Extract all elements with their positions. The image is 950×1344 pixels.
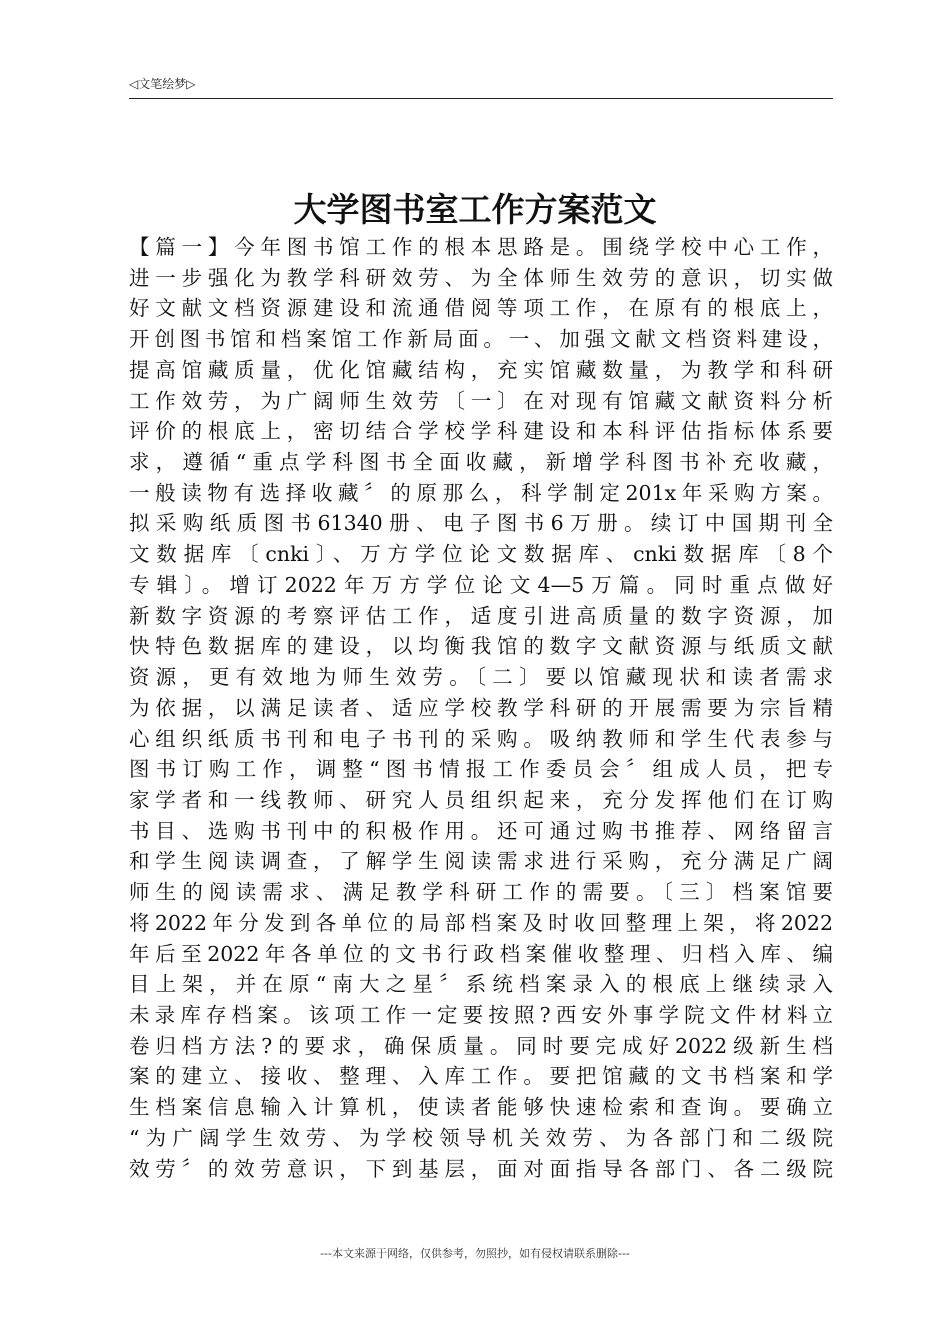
body-line: 生档案信息输入计算机，使读者能够快速检索和查询。要确立 bbox=[129, 1095, 833, 1120]
body-line: 心组织纸质书刊和电子书刊的采购。吸纳教师和学生代表参与 bbox=[129, 726, 833, 751]
document-title: 大学图书室工作方案范文 bbox=[293, 190, 657, 229]
body-line: 一般读物有选择收藏〞的原那么，科学制定201x年采购方案。 bbox=[129, 480, 833, 505]
body-line: 快特色数据库的建设，以均衡我馆的数字文献资源与纸质文献 bbox=[129, 634, 833, 659]
body-line: 专辑〕。增订2022年万方学位论文4—5万篇。同时重点做好 bbox=[129, 572, 833, 597]
body-line: 求，遵循“重点学科图书全面收藏，新增学科图书补充收藏， bbox=[129, 450, 833, 475]
body-line: 资源，更有效地为师生效劳。〔二〕要以馆藏现状和读者需求 bbox=[129, 665, 833, 690]
header-mark: ◁文笔绘梦▷ bbox=[129, 77, 196, 91]
page-footer bbox=[0, 1246, 950, 1262]
body-line: 目上架，并在原“南大之星〞系统档案录入的根底上继续录入 bbox=[129, 972, 833, 997]
footer-notice: ---本文来源于网络，仅供参考，勿照抄，如有侵权请联系删除--- bbox=[320, 1247, 630, 1260]
page-header bbox=[129, 74, 833, 99]
body-line: 【篇一】今年图书馆工作的根本思路是。围绕学校中心工作， bbox=[129, 235, 833, 259]
body-line: 和学生阅读调查，了解学生阅读需求进行采购，充分满足广阔 bbox=[129, 849, 833, 874]
body-line: 书目、选购书刊中的积极作用。还可通过购书推荐、网络留言 bbox=[129, 818, 833, 843]
body-line: 文数据库〔cnki〕、万方学位论文数据库、cnki数据库〔8个 bbox=[129, 542, 833, 567]
body-line: 工作效劳，为广阔师生效劳〔一〕在对现有馆藏文献资料分析 bbox=[129, 388, 833, 413]
body-line: 将2022年分发到各单位的局部档案及时收回整理上架，将2022 bbox=[129, 910, 833, 935]
body-line: 年后至2022年各单位的文书行政档案催收整理、归档入库、编 bbox=[129, 941, 833, 966]
body-line: 进一步强化为教学科研效劳、为全体师生效劳的意识，切实做 bbox=[129, 265, 833, 290]
body-line: 未录库存档案。该项工作一定要按照?西安外事学院文件材料立 bbox=[129, 1002, 833, 1027]
body-line: 拟采购纸质图书61340册、电子图书6万册。续订中国期刊全 bbox=[129, 511, 833, 536]
body-line: 提高馆藏质量，优化馆藏结构，充实馆藏数量，为教学和科研 bbox=[129, 357, 833, 382]
body-line: 为依据，以满足读者、适应学校教学科研的开展需要为宗旨精 bbox=[129, 695, 833, 720]
body-line: 图书订购工作，调整“图书情报工作委员会〞组成人员，把专 bbox=[129, 757, 833, 782]
body-line: 案的建立、接收、整理、入库工作。要把馆藏的文书档案和学 bbox=[129, 1064, 833, 1089]
body-line: 家学者和一线教师、研究人员组织起来，充分发挥他们在订购 bbox=[129, 787, 833, 812]
body-line: “为广阔学生效劳、为学校领导机关效劳、为各部门和二级院 bbox=[129, 1125, 833, 1150]
document-body bbox=[129, 232, 833, 1184]
body-line: 好文献文档资源建设和流通借阅等项工作，在原有的根底上， bbox=[129, 296, 833, 321]
body-line: 卷归档方法?的要求，确保质量。同时要完成好2022级新生档 bbox=[129, 1033, 833, 1058]
body-line: 新数字资源的考察评估工作，适度引进高质量的数字资源，加 bbox=[129, 603, 833, 628]
body-line: 师生的阅读需求、满足教学科研工作的需要。〔三〕档案馆要 bbox=[129, 880, 833, 905]
body-line: 评价的根底上，密切结合学校学科建设和本科评估指标体系要 bbox=[129, 419, 833, 444]
body-line: 开创图书馆和档案馆工作新局面。一、加强文献文档资料建设， bbox=[129, 327, 833, 352]
body-line: 效劳〞的效劳意识，下到基层，面对面指导各部门、各二级院 bbox=[129, 1156, 833, 1181]
